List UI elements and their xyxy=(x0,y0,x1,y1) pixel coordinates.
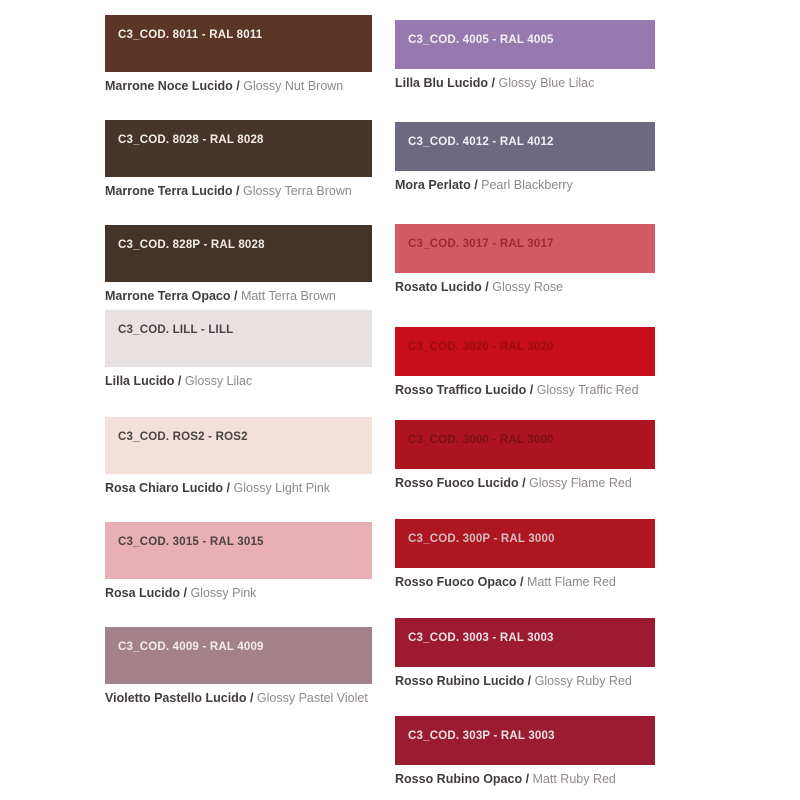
color-card xyxy=(395,20,655,90)
color-name-english: Glossy Pink xyxy=(190,586,257,600)
color-name-italian: Rosso Fuoco Opaco xyxy=(395,575,517,589)
color-name-italian: Rosa Lucido xyxy=(105,586,181,600)
caption-separator: / xyxy=(232,184,243,198)
color-name-italian: Rosato Lucido xyxy=(395,280,482,294)
color-card xyxy=(105,627,372,705)
color-code-label: C3_COD. 3015 - RAL 3015 xyxy=(118,536,264,548)
color-name-english: Glossy Light Pink xyxy=(233,481,331,495)
color-code-label: C3_COD. 828P - RAL 8028 xyxy=(118,239,265,251)
color-swatch xyxy=(105,120,372,177)
color-card xyxy=(105,225,372,303)
color-code-label: C3_COD. 8028 - RAL 8028 xyxy=(118,134,264,146)
caption-separator: / xyxy=(180,586,191,600)
color-name-english: Pearl Blackberry xyxy=(481,178,573,192)
color-swatch xyxy=(105,627,372,684)
color-code-label: C3_COD. LILL - LILL xyxy=(118,324,234,336)
color-name-english: Matt Terra Brown xyxy=(240,289,336,303)
color-name-italian: Rosa Chiaro Lucido xyxy=(105,481,224,495)
color-name-english: Glossy Rose xyxy=(492,280,564,294)
color-name-english: Glossy Terra Brown xyxy=(243,184,352,198)
color-name-italian: Rosso Rubino Opaco xyxy=(395,772,523,786)
color-swatch xyxy=(105,15,372,72)
caption-separator: / xyxy=(518,476,530,490)
color-card xyxy=(395,420,655,490)
caption-separator: / xyxy=(232,79,244,93)
color-swatch xyxy=(395,20,655,69)
color-card xyxy=(105,310,372,388)
color-caption xyxy=(395,476,655,490)
color-card xyxy=(395,716,655,786)
color-code-label: C3_COD. 300P - RAL 3000 xyxy=(408,533,555,545)
caption-separator: / xyxy=(488,76,499,90)
color-caption xyxy=(105,691,372,705)
color-name-italian: Rosso Fuoco Lucido xyxy=(395,476,519,490)
color-name-italian: Lilla Blu Lucido xyxy=(395,76,489,90)
color-swatch xyxy=(105,522,372,579)
color-card xyxy=(395,224,655,294)
color-name-italian: Marrone Terra Lucido xyxy=(105,184,233,198)
caption-separator: / xyxy=(174,374,185,388)
color-swatch xyxy=(105,417,372,474)
color-name-english: Matt Ruby Red xyxy=(532,772,616,786)
color-name-english: Glossy Ruby Red xyxy=(534,674,632,688)
color-caption xyxy=(105,374,372,388)
caption-separator: / xyxy=(223,481,234,495)
caption-separator: / xyxy=(522,772,533,786)
color-caption xyxy=(105,481,372,495)
color-caption xyxy=(105,289,372,303)
color-caption xyxy=(105,586,372,600)
color-swatch xyxy=(395,618,655,667)
color-name-italian: Marrone Terra Opaco xyxy=(105,289,231,303)
color-swatch xyxy=(395,122,655,171)
color-name-english: Glossy Blue Lilac xyxy=(498,76,595,90)
color-code-label: C3_COD. 4012 - RAL 4012 xyxy=(408,136,554,148)
color-swatch xyxy=(395,716,655,765)
color-swatch xyxy=(395,519,655,568)
color-code-label: C3_COD. ROS2 - ROS2 xyxy=(118,431,248,443)
color-caption xyxy=(395,76,655,90)
color-code-label: C3_COD. 8011 - RAL 8011 xyxy=(118,29,263,41)
color-code-label: C3_COD. 3017 - RAL 3017 xyxy=(408,238,554,250)
caption-separator: / xyxy=(230,289,241,303)
color-card xyxy=(105,417,372,495)
caption-separator: / xyxy=(516,575,527,589)
color-name-english: Glossy Nut Brown xyxy=(243,79,344,93)
color-caption xyxy=(395,280,655,294)
color-code-label: C3_COD. 4009 - RAL 4009 xyxy=(118,641,264,653)
color-name-english: Glossy Flame Red xyxy=(529,476,632,490)
color-name-italian: Mora Perlato xyxy=(395,178,471,192)
color-swatch xyxy=(395,224,655,273)
color-card xyxy=(395,618,655,688)
color-name-italian: Rosso Rubino Lucido xyxy=(395,674,525,688)
color-card xyxy=(105,522,372,600)
color-name-english: Glossy Traffic Red xyxy=(536,383,639,397)
color-code-label: C3_COD. 303P - RAL 3003 xyxy=(408,730,555,742)
color-name-english: Glossy Lilac xyxy=(184,374,253,388)
color-name-italian: Violetto Pastello Lucido xyxy=(105,691,247,705)
color-caption xyxy=(395,383,655,397)
color-code-label: C3_COD. 3003 - RAL 3003 xyxy=(408,632,554,644)
color-card xyxy=(105,15,372,93)
color-caption xyxy=(395,178,655,192)
color-name-italian: Marrone Noce Lucido xyxy=(105,79,233,93)
caption-separator: / xyxy=(470,178,482,192)
color-swatch xyxy=(105,310,372,367)
color-card xyxy=(395,122,655,192)
color-name-italian: Lilla Lucido xyxy=(105,374,175,388)
caption-separator: / xyxy=(246,691,257,705)
color-caption xyxy=(105,184,372,198)
color-code-label: C3_COD. 3000 - RAL 3000 xyxy=(408,434,554,446)
color-code-label: C3_COD. 3020 - RAL 3020 xyxy=(408,341,554,353)
color-name-italian: Rosso Traffico Lucido xyxy=(395,383,527,397)
color-swatch xyxy=(105,225,372,282)
color-caption xyxy=(395,674,655,688)
color-name-english: Glossy Pastel Violet xyxy=(256,691,368,705)
color-code-label: C3_COD. 4005 - RAL 4005 xyxy=(408,34,554,46)
color-card xyxy=(395,519,655,589)
caption-separator: / xyxy=(481,280,493,294)
color-card xyxy=(395,327,655,397)
color-caption xyxy=(105,79,372,93)
caption-separator: / xyxy=(526,383,537,397)
color-name-english: Matt Flame Red xyxy=(526,575,616,589)
color-card xyxy=(105,120,372,198)
color-caption xyxy=(395,772,655,786)
color-swatch xyxy=(395,327,655,376)
caption-separator: / xyxy=(524,674,535,688)
color-caption xyxy=(395,575,655,589)
color-swatch xyxy=(395,420,655,469)
